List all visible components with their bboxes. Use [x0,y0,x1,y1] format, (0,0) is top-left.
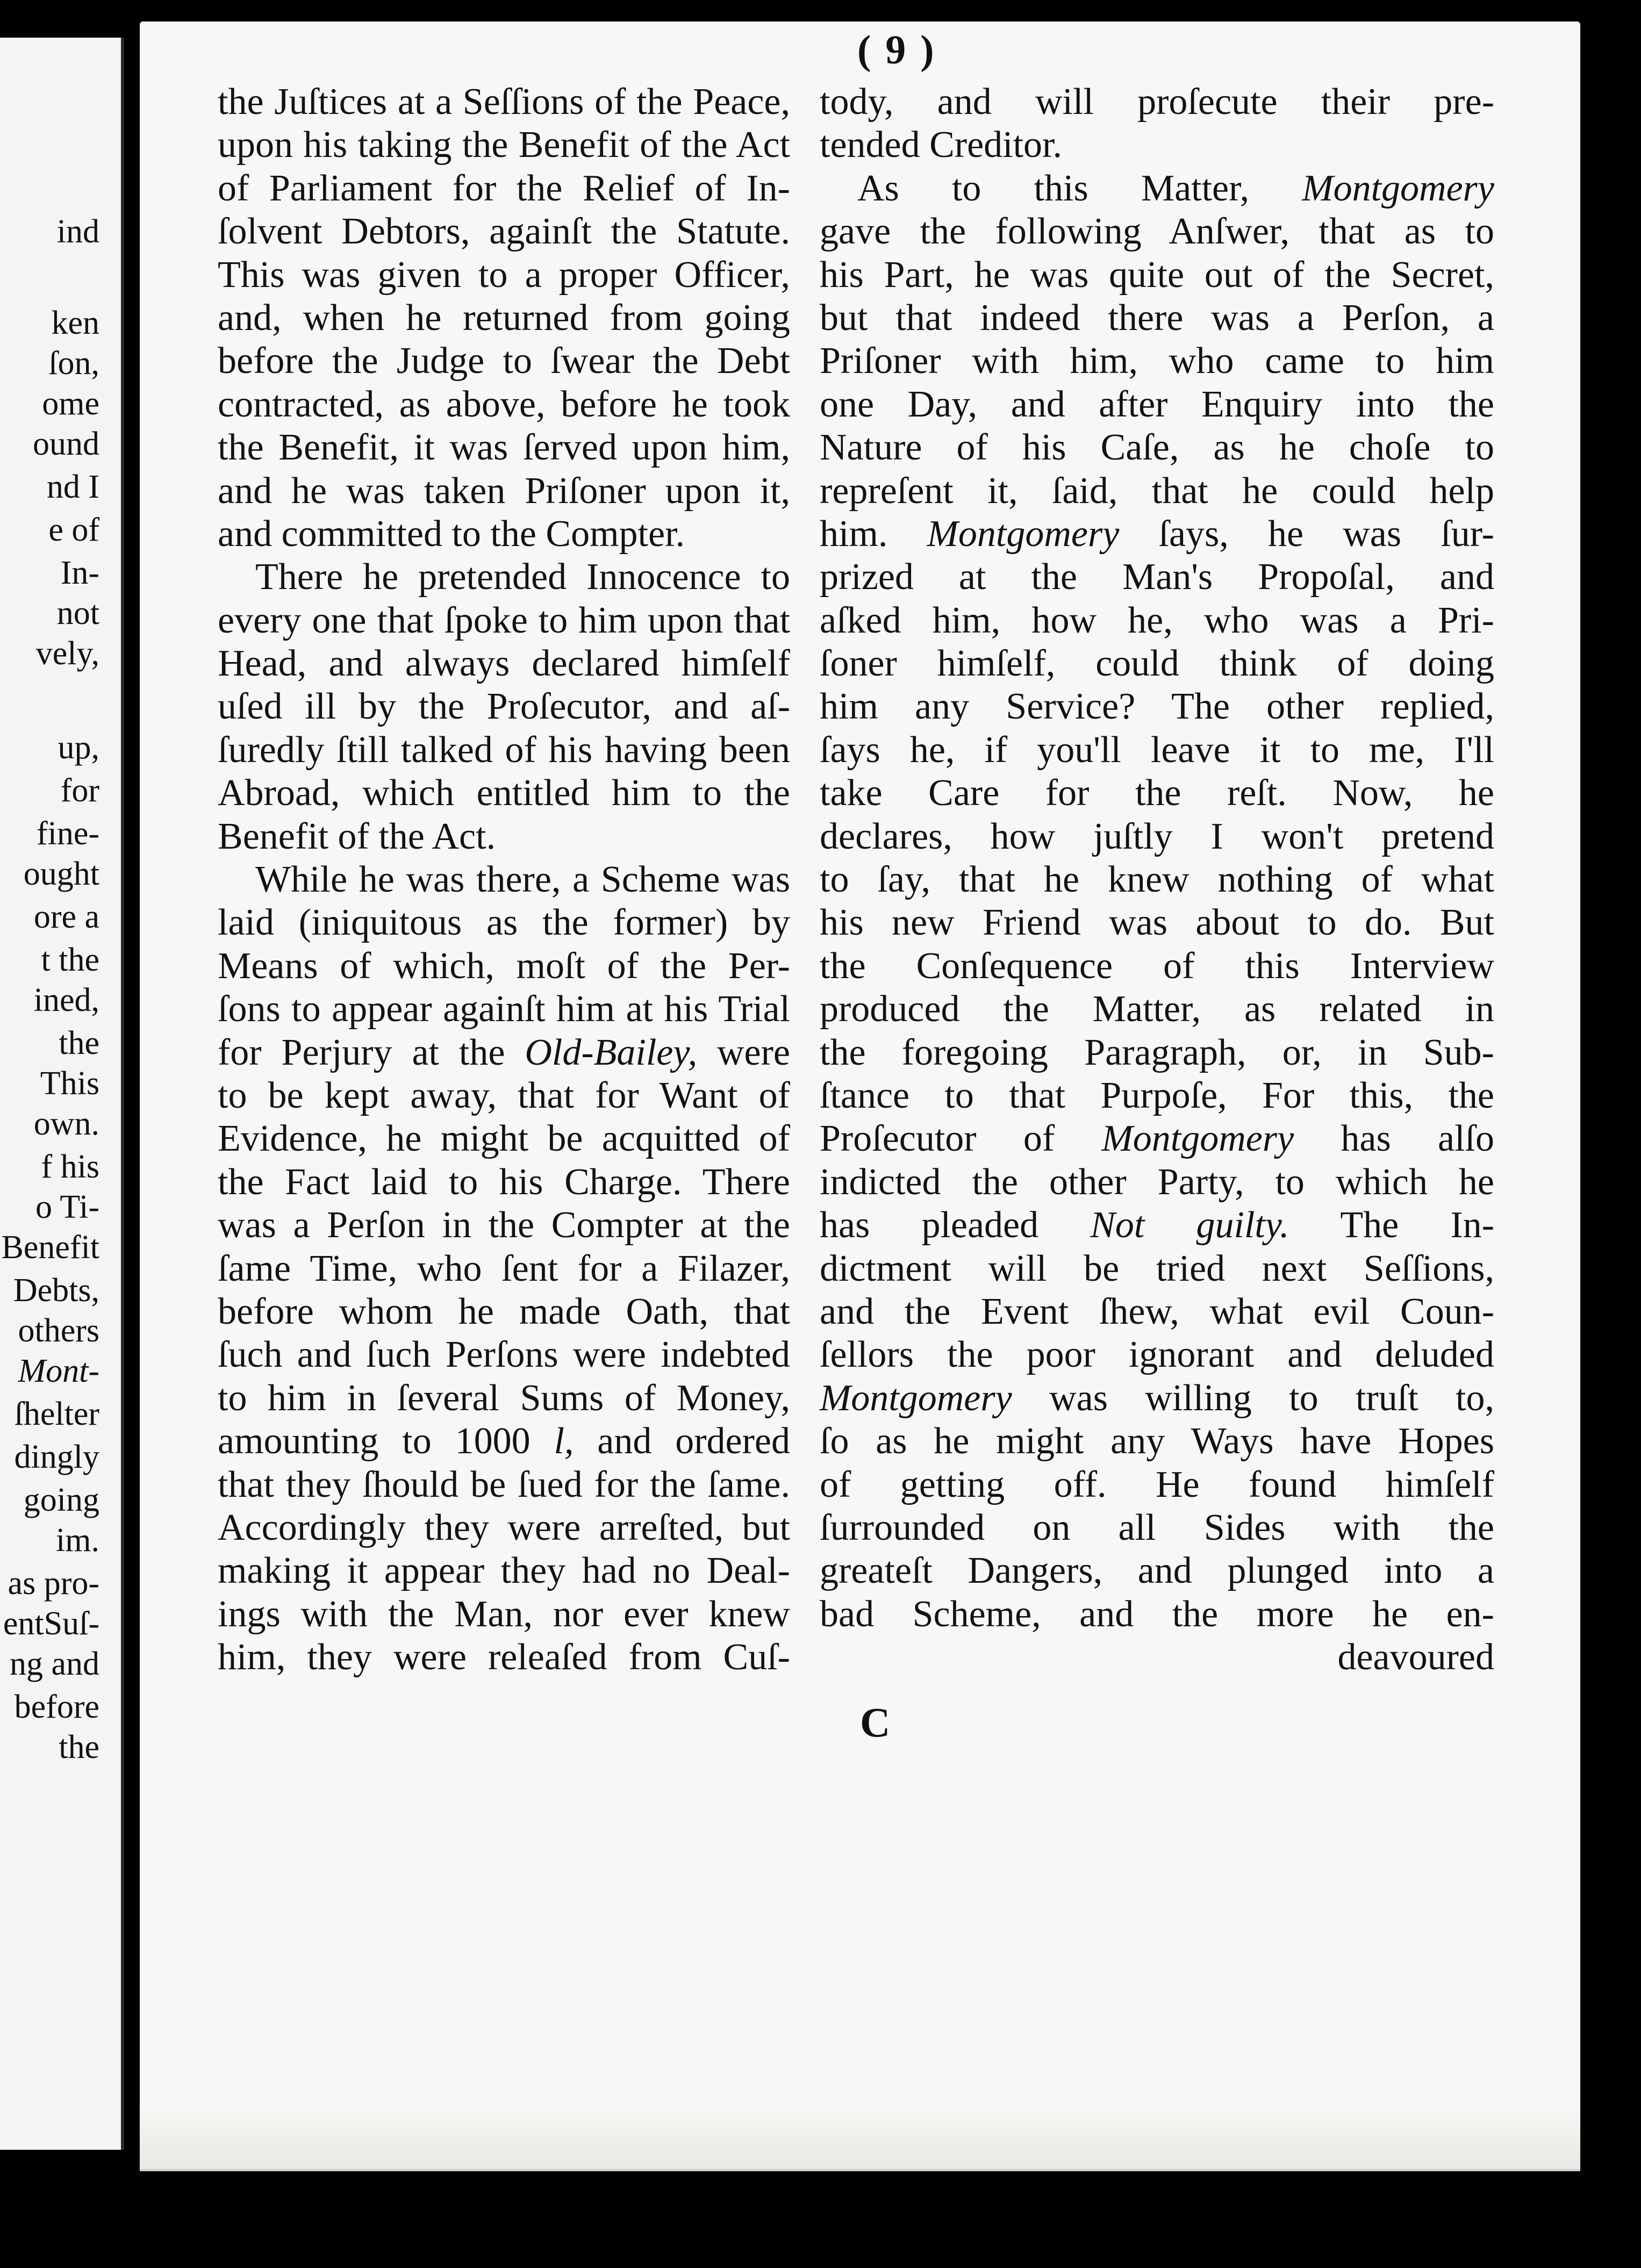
text-line: Accordingly they were arreſted, but [218,1506,790,1548]
text-line: the Fact laid to his Charge. There [218,1161,790,1203]
text-line: every one that ſpoke to him upon that [218,599,790,641]
left-page-fragment: others [18,1312,99,1349]
text-line: ſolvent Debtors, againſt the Statute. [218,211,790,253]
text-line: making it appear they had no Deal- [218,1550,790,1592]
text-line: tended Creditor. [820,124,1063,166]
left-page-fragment: going [23,1482,99,1518]
text-line: the Benefit, it was ſerved upon him, [218,427,790,469]
signature-mark: C [860,1699,891,1746]
left-page-fragment: vely, [35,635,99,672]
text-line: to ſay, that he knew nothing of what [820,859,1494,901]
text-line: ſame Time, who ſent for a Filazer, [218,1247,790,1289]
text-line [820,1204,1494,1247]
inline-text: has pleaded [820,1204,1091,1246]
left-page-fragment: ined, [33,982,99,1018]
text-line [218,1420,790,1463]
text-line: and committed to the Compter. [218,513,685,555]
left-page-fragment: for [60,772,99,809]
left-page-fragment: e of [48,512,99,548]
left-facing-page [0,38,124,2150]
inline-text: was willing to truſt to, [1012,1377,1494,1419]
text-line: and, when he returned from going [218,297,790,339]
inline-text: Montgomery [1101,1118,1294,1160]
inline-text: has alſo [1294,1118,1494,1160]
left-page-fragment: Debts, [13,1272,99,1309]
left-page-fragment: the [59,1025,99,1061]
left-page-fragment: not [56,595,99,631]
left-page-fragment: This [40,1065,99,1102]
left-page-fragment: im. [56,1522,99,1559]
inline-text: Not guilty. [1090,1204,1289,1246]
text-line: one Day, and after Enquiry into the [820,383,1494,425]
inline-text: for Perjury at the [218,1031,525,1073]
text-line: prized at the Man's Propoſal, and [820,556,1494,598]
text-line: that they ſhould be ſued for the ſame. [218,1463,790,1505]
text-line: ings with the Man, nor ever knew [218,1593,790,1635]
text-line: the Conſequence of this Interview [820,945,1494,987]
right-text-column [820,81,1494,1679]
text-line: before the Judge to ſwear the Debt [218,340,790,382]
text-line: contracted, as above, before he took [218,383,790,425]
left-page-fragment: ought [23,856,99,892]
left-page-fragment: ng and [9,1646,99,1682]
text-line: and he was taken Priſoner upon it, [218,470,790,512]
text-line: was a Perſon in the Compter at the [218,1204,790,1246]
text-line: the Juſtices at a Seſſions of the Peace, [218,81,790,123]
text-line: his Part, he was quite out of the Secret, [820,254,1494,296]
page-number: ( 9 ) [857,27,936,73]
text-line: Priſoner with him, who came to him [820,340,1494,382]
text-line: upon his taking the Benefit of the Act [218,124,790,166]
text-line: bad Scheme, and the more he en- [820,1593,1494,1635]
inline-text: Montgomery [1302,167,1494,209]
text-line: ſellors the poor ignorant and deluded [820,1334,1494,1376]
text-line [820,1377,1494,1420]
main-page [140,21,1580,2171]
inline-text: amounting to 1000 [218,1420,554,1462]
text-line: to be kept away, that for Want of [218,1074,790,1116]
page-bottom-edge [140,2105,1580,2171]
text-line: ſuch and ſuch Perſons were indebted [218,1334,790,1376]
text-line: declares, how juſtly I won't pretend [820,815,1494,857]
text-line: before whom he made Oath, that [218,1290,790,1332]
text-line: gave the following Anſwer, that as to [820,211,1494,253]
text-line: greateſt Dangers, and plunged into a [820,1550,1494,1592]
text-line: Benefit of the Act. [218,815,496,857]
left-page-fragment: f his [41,1149,99,1185]
left-page-fragment: t the [41,942,99,978]
left-page-fragment: o Ti- [35,1189,99,1225]
inline-text: Proſecutor of [820,1118,1102,1160]
left-page-fragment: nd I [46,469,99,505]
left-page-fragment: up, [58,729,99,766]
left-page-fragment: ſhelter [14,1396,99,1432]
text-line: ſurrounded on all Sides with the [820,1506,1494,1548]
text-line: dictment will be tried next Seſſions, [820,1247,1494,1289]
inline-text: l, [554,1420,574,1462]
text-line: but that indeed there was a Perſon, a [820,297,1494,339]
text-line: him any Service? The other replied, [820,686,1494,728]
text-line: Nature of his Caſe, as he choſe to [820,427,1494,469]
text-line [218,1031,790,1074]
text-line: produced the Matter, as related in [820,988,1494,1030]
text-line: There he pretended Innocence to [255,556,790,598]
text-line: take Care for the reſt. Now, he [820,772,1494,814]
inline-text: were [697,1031,790,1073]
text-line: While he was there, a Scheme was [255,859,790,901]
left-page-fragment: ome [42,385,99,422]
left-page-fragment: ore a [33,899,99,935]
text-line: Evidence, he might be acquitted of [218,1118,790,1160]
text-line: aſked him, how he, who was a Pri- [820,599,1494,641]
left-page-fragment: the [59,1729,99,1765]
left-page-fragment: entSuſ- [3,1605,99,1642]
text-line: This was given to a proper Officer, [218,254,790,296]
left-page-fragment: own. [33,1106,99,1142]
text-line: Head, and always declared himſelf [218,643,790,685]
text-line: repreſent it, ſaid, that he could help [820,470,1494,512]
left-text-column [218,81,790,1679]
text-line: ſuredly ſtill talked of his having been [218,729,790,771]
inline-text: and ordered [574,1420,790,1462]
text-line: tody, and will proſecute their pre- [820,81,1494,123]
left-page-fragment: Benefit [1,1229,99,1266]
left-page-fragment: ound [33,426,99,462]
text-line: ſo as he might any Ways have Hopes [820,1420,1494,1462]
text-line: of Parliament for the Relief of In- [218,167,790,209]
text-line: deavoured [1337,1637,1494,1678]
text-line: ſays he, if you'll leave it to me, I'll [820,729,1494,771]
inline-text: Montgomery [820,1377,1012,1419]
inline-text: him. [820,513,927,555]
text-line: ſons to appear againſt him at his Trial [218,988,790,1030]
text-line: ſtance to that Purpoſe, For this, the [820,1074,1494,1116]
left-page-fragment: Mont- [18,1353,99,1389]
text-line: laid (iniquitous as the former) by [218,902,790,944]
inline-text: As to this Matter, [857,167,1302,209]
left-page-fragment: before [14,1689,99,1725]
text-line: his new Friend was about to do. But [820,902,1494,944]
text-line [820,513,1494,556]
inline-text: Old-Bailey, [525,1031,698,1073]
text-line: Abroad, which entitled him to the [218,772,790,814]
text-line [820,1117,1494,1160]
left-page-fragment: as pro- [8,1565,99,1602]
text-line: to him in ſeveral Sums of Money, [218,1377,790,1419]
text-line: Means of which, moſt of the Per- [218,945,790,987]
text-line: uſed ill by the Proſecutor, and aſ- [218,686,790,728]
text-line [820,167,1494,210]
left-page-fragment: dingly [14,1439,99,1475]
inline-text: Montgomery [927,513,1120,555]
text-line: of getting off. He found himſelf [820,1463,1494,1505]
left-page-fragment: fine- [36,815,99,852]
text-line: indicted the other Party, to which he [820,1161,1494,1203]
left-page-fragment: ken [51,305,99,341]
left-page-fragment: ſon, [48,345,99,382]
inline-text: ſays, he was ſur- [1119,513,1494,555]
text-line: ſoner himſelf, could think of doing [820,643,1494,685]
left-page-fragment: ind [56,213,99,250]
left-page-fragment: In- [60,555,99,591]
inline-text: The In- [1289,1204,1495,1246]
text-line: the foregoing Paragraph, or, in Sub- [820,1031,1494,1073]
text-line: and the Event ſhew, what evil Coun- [820,1290,1494,1332]
text-line: him, they were releaſed from Cuſ- [218,1637,790,1678]
